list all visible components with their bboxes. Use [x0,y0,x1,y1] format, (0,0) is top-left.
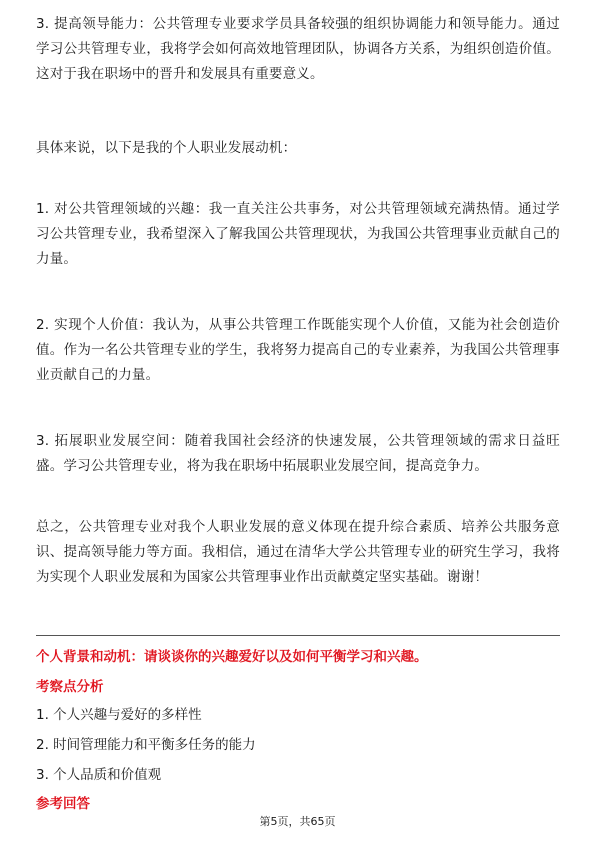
answer-heading: 参考回答 [36,796,90,812]
paragraph-intro-motives: 具体来说，以下是我的个人职业发展动机： [36,140,297,156]
paragraph-interest: 1. 对公共管理领域的兴趣：我一直关注公共事务，对公共管理领域充满热情。通过学习公共管理专业，我希望深入了解我国公共管理现状，为我国公共管理事业贡献自己的力量。 [36,201,560,267]
analysis-point: 1. 个人兴趣与爱好的多样性 [36,707,202,723]
paragraph-conclusion: 总之，公共管理专业对我个人职业发展的意义体现在提升综合素质、培养公共服务意识、提高领导能力等方面。我相信，通过在清华大学公共管理专业的研究生学习，我将为实现个人职业发展和为国家公共管理事业作出贡献奠定坚实基础。谢谢！ [36,519,560,585]
interview-question: 个人背景和动机：请谈谈你的兴趣爱好以及如何平衡学习和兴趣。 [36,649,428,665]
analysis-point: 2. 时间管理能力和平衡多任务的能力 [36,737,256,753]
paragraph-career-space: 3. 拓展职业发展空间：随着我国社会经济的快速发展，公共管理领域的需求日益旺盛。学习公共管理专业，将为我在职场中拓展职业发展空间，提高竞争力。 [36,433,560,474]
analysis-point: 3. 个人品质和价值观 [36,767,162,783]
analysis-heading: 考察点分析 [36,679,104,695]
paragraph-leadership: 3. 提高领导能力：公共管理专业要求学员具备较强的组织协调能力和领导能力。通过学习公共管理专业，我将学会如何高效地管理团队，协调各方关系，为组织创造价值。这对于我在职场中的晋升和发展具有重要意义。 [36,16,560,82]
page-number: 第5页，共65页 [259,815,336,828]
paragraph-personal-value: 2. 实现个人价值：我认为，从事公共管理工作既能实现个人价值，又能为社会创造价值。作为一名公共管理专业的学生，我将努力提高自己的专业素养，为我国公共管理事业贡献自己的力量。 [36,317,560,383]
section-divider [36,635,560,636]
